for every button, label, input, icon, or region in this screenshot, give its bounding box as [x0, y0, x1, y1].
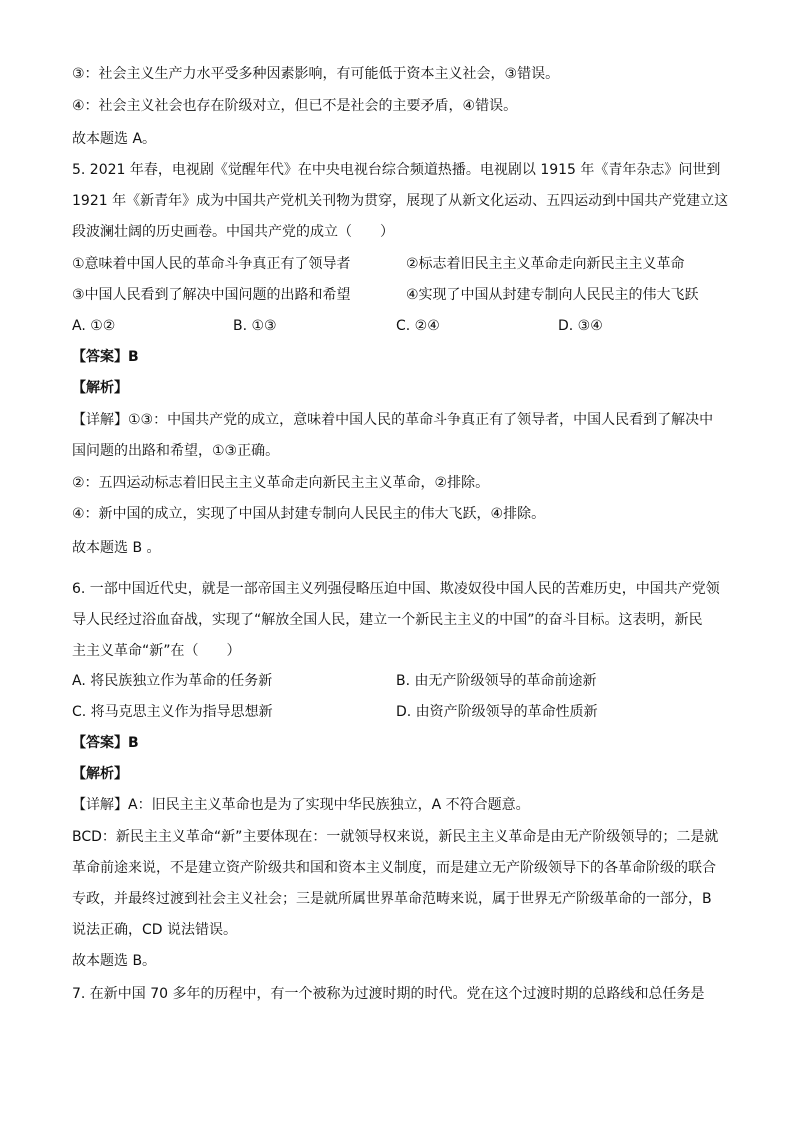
q5-item-1: ①意味着中国人民的革命斗争真正有了领导者	[72, 256, 351, 272]
q5-option-a: A. ①②	[72, 318, 116, 334]
q6-stem-line-3: 主主义革命“新”在（ ）	[72, 643, 241, 659]
q6-conclusion: 故本题选 B。	[72, 953, 157, 969]
q7-stem-line-1: 7. 在新中国 70 多年的历程中，有一个被称为过渡时期的时代。党在这个过渡时期的总路线和总任务是	[72, 986, 705, 1002]
q6-stem-line-1: 6. 一部中国近代史，就是一部帝国主义列强侵略压迫中国、欺凌奴役中国人民的苦难历史，中国共产党领	[72, 581, 720, 597]
q5-stem-line-3: 段波澜壮阔的历史画卷。中国共产党的成立（ ）	[72, 224, 394, 240]
q6-detail-line-2: BCD：新民主主义革命“新”主要体现在：一就领导权来说，新民主主义革命是由无产阶级领导的；二是就	[72, 829, 719, 845]
q5-detail-line-1: 【详解】①③：中国共产党的成立，意味着中国人民的革命斗争真正有了领导者，中国人民看到了解决中	[72, 412, 714, 428]
q6-option-b: B. 由无产阶级领导的革命前途新	[396, 673, 597, 689]
prev-conclusion: 故本题选 A。	[72, 131, 157, 147]
q6-option-d: D. 由资产阶级领导的革命性质新	[396, 704, 598, 720]
q5-detail-line-3: ②：五四运动标志着旧民主主义革命走向新民主主义革命，②排除。	[72, 475, 490, 491]
q5-option-c: C. ②④	[396, 318, 440, 334]
q6-analysis-heading: 【解析】	[72, 766, 128, 782]
q6-answer: 【答案】B	[72, 735, 139, 751]
q6-detail-line-3: 革命前途来说，不是建立资产阶级共和国和资本主义制度，而是建立无产阶级领导下的各革命阶级的联合	[72, 860, 716, 876]
q6-stem-line-2: 导人民经过浴血奋战，实现了“解放全国人民，建立一个新民主主义的中国”的奋斗目标。这表明，新民	[72, 612, 703, 628]
q5-stem-line-1: 5. 2021 年春，电视剧《觉醒年代》在中央电视台综合频道热播。电视剧以 1915 年《青年杂志》问世到	[72, 162, 721, 178]
q5-answer: 【答案】B	[72, 349, 139, 365]
prev-analysis-line-4: ④：社会主义社会也存在阶级对立，但已不是社会的主要矛盾，④错误。	[72, 98, 518, 114]
q5-conclusion: 故本题选 B 。	[72, 540, 161, 556]
q6-detail-line-4: 专政，并最终过渡到社会主义社会；三是就所属世界革命范畴来说，属于世界无产阶级革命的一部分，B	[72, 891, 712, 907]
prev-analysis-line-3: ③：社会主义生产力水平受多种因素影响，有可能低于资本主义社会，③错误。	[72, 66, 560, 82]
q5-analysis-heading: 【解析】	[72, 380, 128, 396]
q6-option-c: C. 将马克思主义作为指导思想新	[72, 704, 273, 720]
q6-detail-line-5: 说法正确，CD 说法错误。	[72, 922, 238, 938]
q5-detail-line-4: ④：新中国的成立，实现了中国从封建专制向人民民主的伟大飞跃，④排除。	[72, 506, 546, 522]
q5-item-2: ②标志着旧民主主义革命走向新民主主义革命	[406, 256, 685, 272]
q6-detail-line-1: 【详解】A：旧民主主义革命也是为了实现中华民族独立，A 不符合题意。	[72, 797, 530, 813]
q5-detail-line-2: 国问题的出路和希望，①③正确。	[72, 443, 280, 459]
q5-item-4: ④实现了中国从封建专制向人民民主的伟大飞跃	[406, 287, 699, 303]
q5-option-d: D. ③④	[558, 318, 603, 334]
q6-option-a: A. 将民族独立作为革命的任务新	[72, 673, 273, 689]
q5-stem-line-2: 1921 年《新青年》成为中国共产党机关刊物为贯穿，展现了从新文化运动、五四运动到中国共产党建立这	[72, 193, 729, 209]
q5-item-3: ③中国人民看到了解决中国问题的出路和希望	[72, 287, 351, 303]
q5-option-b: B. ①③	[233, 318, 277, 334]
